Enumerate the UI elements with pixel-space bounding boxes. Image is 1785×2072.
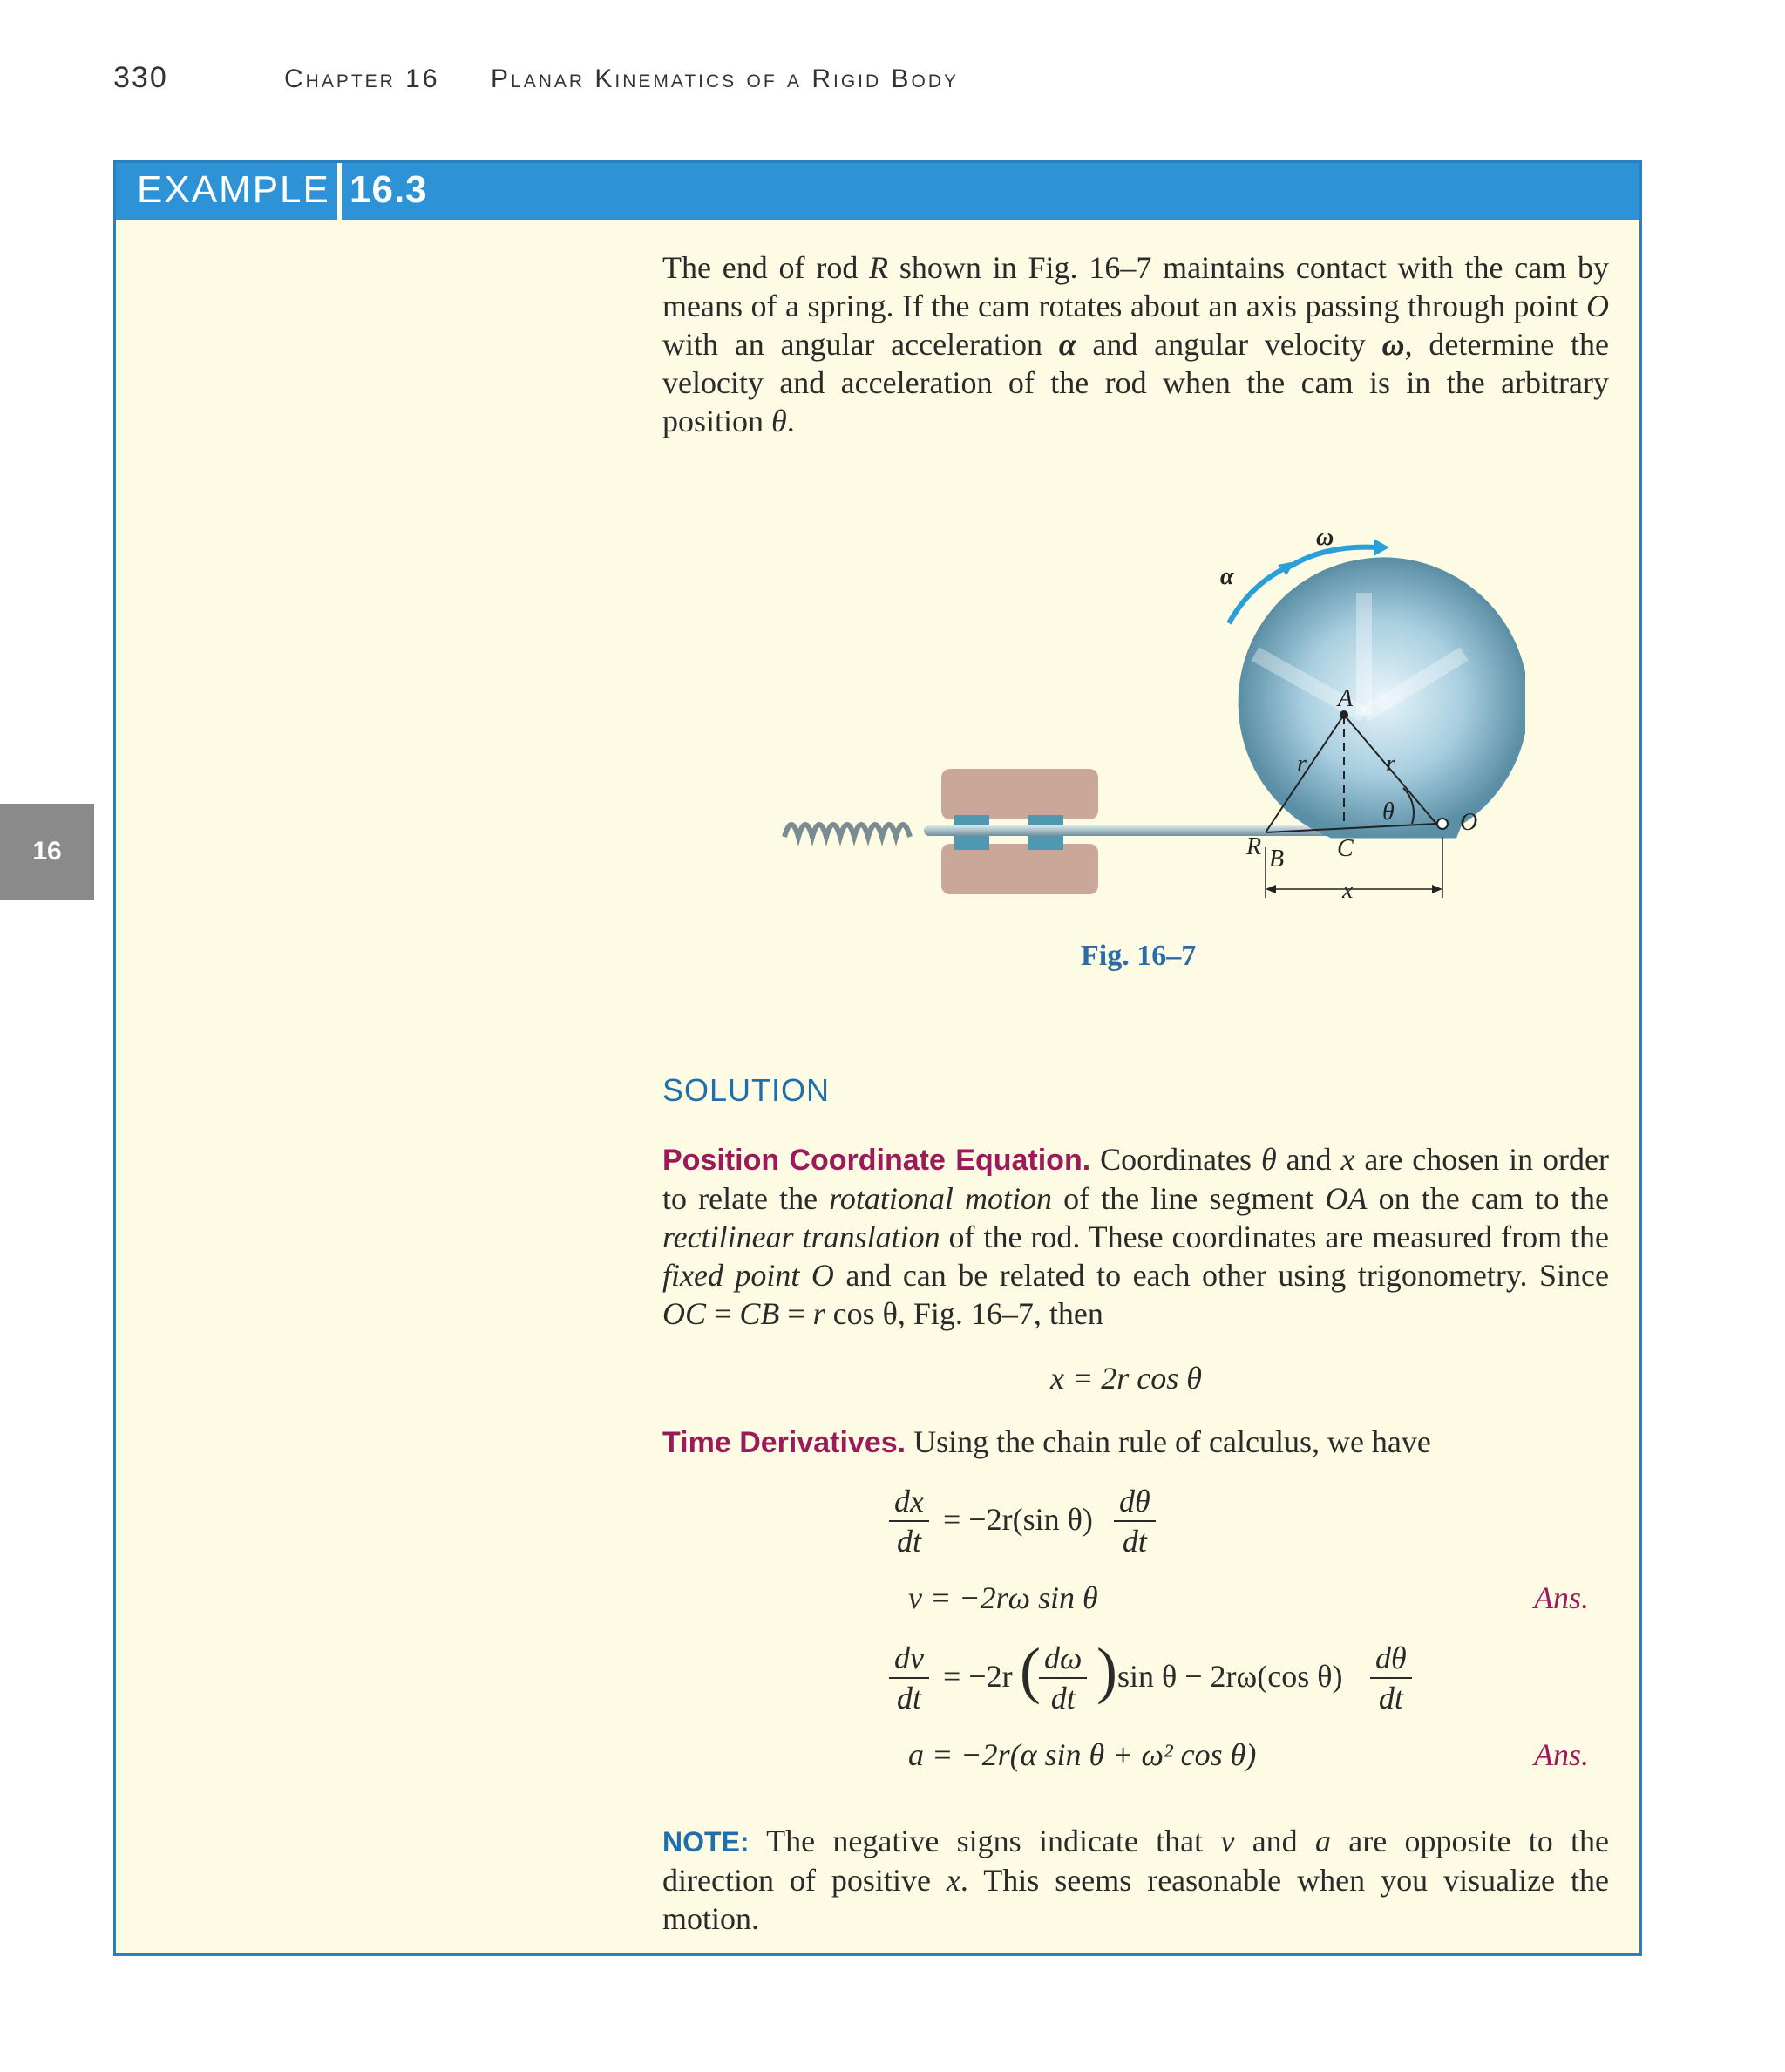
numerator: dθ	[1114, 1482, 1156, 1522]
text: . This seems reasonable when you visualize the motion.	[662, 1863, 1610, 1936]
time-paragraph	[662, 1423, 1609, 1462]
var-r: r	[812, 1296, 825, 1331]
numerator: dv	[889, 1639, 929, 1679]
text: The end of rod	[662, 250, 870, 285]
frac-domega-dt	[1039, 1639, 1087, 1717]
spring	[784, 825, 910, 837]
var-omega: ω	[1381, 327, 1405, 362]
text: Using the chain rule of calculus, we have	[906, 1424, 1431, 1459]
text: with an angular acceleration	[662, 327, 1059, 362]
label-alpha: α	[1220, 563, 1234, 590]
guide-block-top	[941, 769, 1098, 819]
chapter-side-tab: 16	[0, 804, 94, 900]
text: on the cam to the	[1367, 1181, 1610, 1216]
example-title-bar	[116, 163, 1639, 220]
denominator: dt	[896, 1524, 921, 1559]
denominator: dt	[1378, 1681, 1403, 1715]
label-omega: ω	[1316, 524, 1334, 551]
right-paren: )	[1096, 1635, 1117, 1705]
emph-rotational: rotational motion	[829, 1181, 1053, 1216]
text: are opposite to the direction of positive	[662, 1824, 1610, 1898]
example-label: EXAMPLE	[137, 168, 330, 211]
example-divider	[337, 163, 342, 220]
var-CB: CB	[739, 1296, 780, 1331]
eq2-velocity: v = −2rω sin θ	[908, 1580, 1098, 1615]
guide-block-bottom	[941, 844, 1098, 894]
numerator: dx	[889, 1482, 929, 1522]
text: The negative signs indicate that	[749, 1824, 1221, 1858]
chapter-title: Planar Kinematics of a Rigid Body	[491, 65, 960, 93]
var-O: O	[1586, 289, 1609, 323]
position-heading: Position Coordinate Equation.	[662, 1144, 1091, 1177]
numerator: dθ	[1370, 1639, 1412, 1679]
note-paragraph	[662, 1822, 1609, 1938]
text: , determine the velocity and acceleration of the rod when the cam is in the arbitrary position	[662, 327, 1609, 438]
label-C: C	[1337, 835, 1354, 862]
var-theta: θ	[1260, 1142, 1277, 1177]
var-OA: OA	[1325, 1181, 1368, 1216]
label-O: O	[1460, 809, 1478, 836]
text: and	[1234, 1824, 1315, 1858]
var-a: a	[1314, 1824, 1331, 1858]
text: =	[779, 1296, 813, 1331]
label-R: R	[1246, 833, 1262, 860]
text: .	[786, 404, 795, 438]
text: cos θ, Fig. 16–7, then	[825, 1296, 1103, 1331]
var-OC: OC	[662, 1296, 707, 1331]
text: and angular velocity	[1076, 327, 1382, 362]
var-v: v	[1220, 1824, 1235, 1858]
figure-caption: Fig. 16–7	[1081, 940, 1197, 972]
equation-x: x = 2r cos θ	[1050, 1361, 1202, 1396]
var-x: x	[1340, 1142, 1355, 1177]
emph-fixed-point: fixed point O	[662, 1258, 834, 1293]
text: and can be related to each other using trigonometry. Since	[833, 1258, 1609, 1293]
var-x: x	[946, 1863, 960, 1898]
derivative-equations	[889, 1482, 1630, 1778]
var-R: R	[869, 250, 889, 285]
answer-marker-velocity: Ans.	[1534, 1580, 1589, 1615]
emph-rectilinear: rectilinear translation	[662, 1219, 940, 1254]
denominator: dt	[1050, 1681, 1076, 1715]
label-theta: θ	[1382, 798, 1395, 825]
denominator: dt	[1122, 1524, 1147, 1559]
label-A: A	[1338, 685, 1354, 712]
denominator: dt	[896, 1681, 921, 1715]
eq3-part-a: = −2r	[943, 1659, 1013, 1694]
var-theta: θ	[771, 404, 787, 438]
frac-dx-dt	[889, 1482, 929, 1560]
cam-rod-figure	[767, 523, 1525, 933]
text: =	[706, 1296, 740, 1331]
chapter-label: Chapter 16	[284, 65, 440, 93]
numerator: dω	[1039, 1639, 1087, 1679]
label-r-left: r	[1297, 751, 1307, 778]
text: and	[1276, 1142, 1341, 1177]
text: of the rod. These coordinates are measured from the	[940, 1219, 1610, 1254]
example-number: 16.3	[350, 168, 428, 211]
left-paren: (	[1020, 1635, 1041, 1705]
frac-dtheta-dt	[1114, 1482, 1156, 1560]
text: are chosen in order to relate the	[662, 1142, 1609, 1216]
label-r-right: r	[1386, 751, 1395, 778]
answer-marker-acceleration: Ans.	[1534, 1737, 1589, 1772]
eq4-acceleration: a = −2r(α sin θ + ω² cos θ)	[908, 1737, 1257, 1772]
label-x: x	[1342, 877, 1354, 904]
problem-statement	[662, 248, 1609, 440]
solution-heading: SOLUTION	[662, 1072, 831, 1108]
rod	[924, 825, 1334, 836]
text: shown in Fig. 16–7 maintains contact with the cam by means of a spring. If the cam rotates about an axis passing through point	[662, 250, 1609, 323]
frac-dv-dt	[889, 1639, 929, 1717]
var-alpha: α	[1058, 327, 1076, 362]
text: Coordinates	[1090, 1142, 1261, 1177]
note-heading: NOTE:	[662, 1826, 750, 1858]
page-number: 330	[113, 61, 168, 94]
text: of the line segment	[1052, 1181, 1326, 1216]
position-paragraph	[662, 1140, 1609, 1333]
eq3-part-b: sin θ − 2rω(cos θ)	[1117, 1659, 1343, 1694]
frac-dtheta-dt-2	[1370, 1639, 1412, 1717]
eq1-rhs: = −2r(sin θ)	[943, 1502, 1093, 1537]
time-heading: Time Derivatives.	[662, 1426, 906, 1459]
label-B: B	[1269, 846, 1285, 873]
